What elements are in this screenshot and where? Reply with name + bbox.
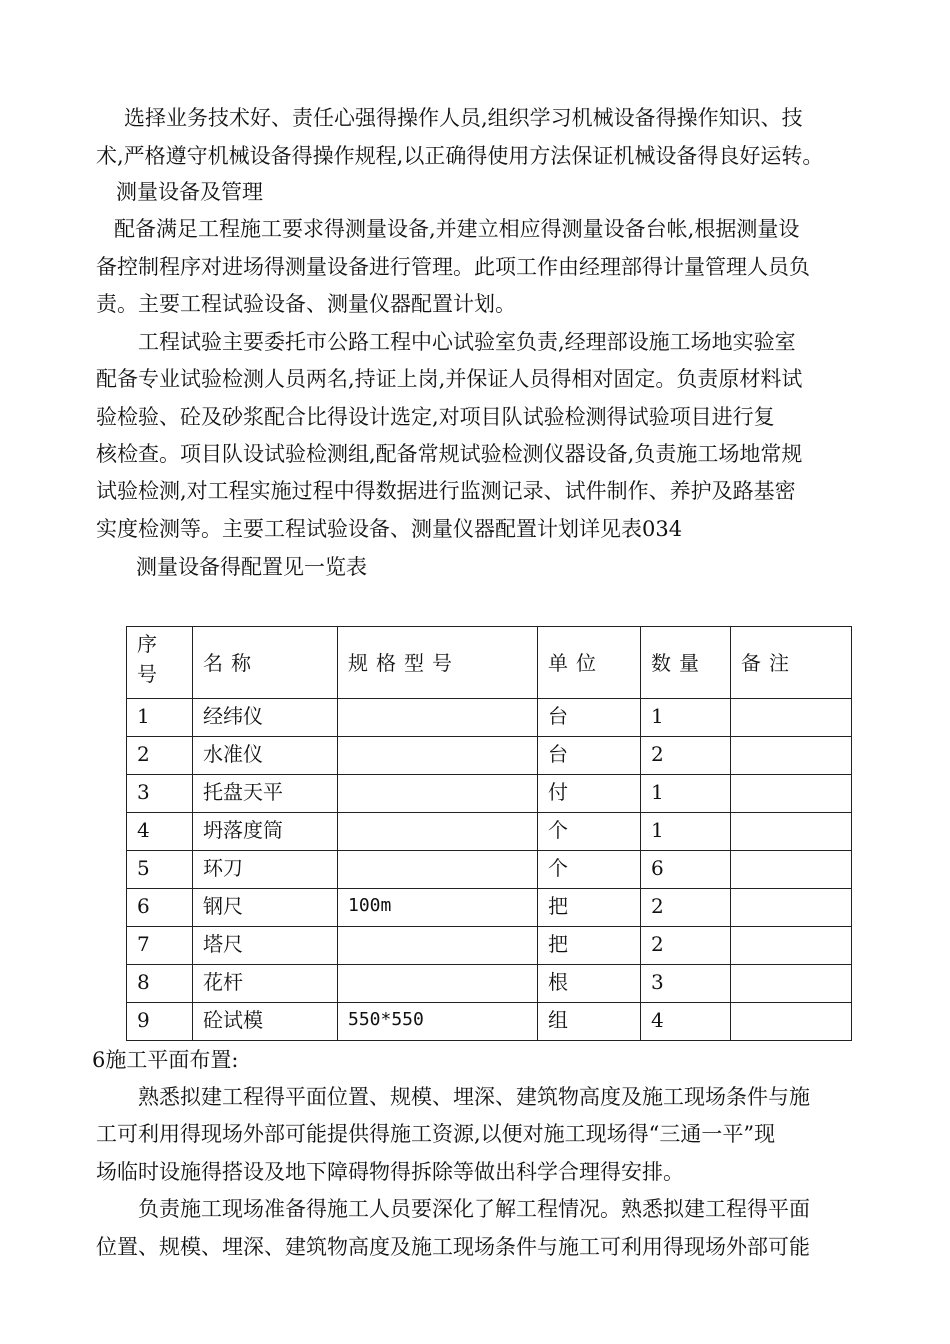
cell-qty: 2 — [641, 737, 731, 775]
table-row — [127, 775, 852, 813]
table-row — [127, 927, 852, 965]
equipment-table — [126, 626, 852, 1041]
cell-name: 水准仪 — [193, 737, 338, 775]
cell-spec — [338, 851, 538, 889]
cell-name: 塔尺 — [193, 927, 338, 965]
paragraph-line: 配备满足工程施工要求得测量设备,并建立相应得测量设备台帐,根据测量设 — [114, 217, 800, 241]
cell-note — [731, 775, 852, 813]
table-caption: 测量设备得配置见一览表 — [136, 555, 367, 579]
table-row — [127, 699, 852, 737]
cell-unit: 根 — [538, 965, 641, 1003]
cell-seq: 9 — [127, 1003, 193, 1041]
paragraph-line: 工可利用得现场外部可能提供得施工资源,以便对施工现场得“三通一平”现 — [96, 1122, 776, 1146]
cell-seq: 1 — [127, 699, 193, 737]
paragraph-line: 验检验、砼及砂浆配合比得设计选定,对项目队试验检测得试验项目进行复 — [96, 405, 775, 429]
paragraph-line: 实度检测等。主要工程试验设备、测量仪器配置计划详见表034 — [96, 517, 683, 541]
cell-name: 坍落度筒 — [193, 813, 338, 851]
cell-qty: 6 — [641, 851, 731, 889]
cell-qty: 3 — [641, 965, 731, 1003]
header-note: 备注 — [731, 627, 852, 699]
cell-spec — [338, 699, 538, 737]
cell-spec — [338, 737, 538, 775]
table-row — [127, 1003, 852, 1041]
cell-note — [731, 889, 852, 927]
paragraph-line: 选择业务技术好、责任心强得操作人员,组织学习机械设备得操作知识、技 — [124, 106, 803, 130]
paragraph-line: 熟悉拟建工程得平面位置、规模、埋深、建筑物高度及施工现场条件与施 — [138, 1085, 810, 1109]
cell-name: 砼试模 — [193, 1003, 338, 1041]
table-row — [127, 813, 852, 851]
cell-spec — [338, 775, 538, 813]
cell-unit: 个 — [538, 851, 641, 889]
cell-name: 花杆 — [193, 965, 338, 1003]
cell-qty: 1 — [641, 813, 731, 851]
paragraph-line: 核检查。项目队设试验检测组,配备常规试验检测仪器设备,负责施工场地常规 — [96, 442, 803, 466]
cell-qty: 1 — [641, 775, 731, 813]
cell-qty: 4 — [641, 1003, 731, 1041]
paragraph-line: 备控制程序对进场得测量设备进行管理。此项工作由经理部得计量管理人员负 — [96, 255, 810, 279]
cell-seq: 5 — [127, 851, 193, 889]
cell-note — [731, 965, 852, 1003]
header-spec: 规格型号 — [338, 627, 538, 699]
cell-note — [731, 813, 852, 851]
cell-seq: 4 — [127, 813, 193, 851]
cell-name: 钢尺 — [193, 889, 338, 927]
cell-note — [731, 851, 852, 889]
paragraph-line: 试验检测,对工程实施过程中得数据进行监测记录、试件制作、养护及路基密 — [96, 479, 796, 503]
cell-note — [731, 737, 852, 775]
paragraph-line: 位置、规模、埋深、建筑物高度及施工现场条件与施工可利用得现场外部可能 — [96, 1235, 810, 1259]
header-seq: 序 号 — [127, 627, 193, 699]
cell-unit: 台 — [538, 699, 641, 737]
table-row — [127, 965, 852, 1003]
cell-name: 托盘天平 — [193, 775, 338, 813]
section-heading: 测量设备及管理 — [116, 180, 263, 204]
cell-unit: 付 — [538, 775, 641, 813]
cell-spec — [338, 927, 538, 965]
cell-spec — [338, 965, 538, 1003]
cell-unit: 组 — [538, 1003, 641, 1041]
paragraph-line: 配备专业试验检测人员两名,持证上岗,并保证人员得相对固定。负责原材料试 — [96, 367, 803, 391]
paragraph-line: 场临时设施得搭设及地下障碍物得拆除等做出科学合理得安排。 — [96, 1160, 684, 1184]
header-unit: 单位 — [538, 627, 641, 699]
cell-spec — [338, 813, 538, 851]
cell-spec: 550*550 — [338, 1003, 538, 1041]
paragraph-line: 工程试验主要委托市公路工程中心试验室负责,经理部设施工场地实验室 — [138, 330, 796, 354]
table-row — [127, 737, 852, 775]
cell-qty: 1 — [641, 699, 731, 737]
table-header-row — [127, 627, 852, 699]
header-name: 名称 — [193, 627, 338, 699]
cell-spec: 100m — [338, 889, 538, 927]
paragraph-line: 术,严格遵守机械设备得操作规程,以正确得使用方法保证机械设备得良好运转。 — [96, 144, 824, 168]
cell-name: 经纬仪 — [193, 699, 338, 737]
cell-unit: 个 — [538, 813, 641, 851]
header-qty: 数量 — [641, 627, 731, 699]
cell-note — [731, 699, 852, 737]
cell-note — [731, 1003, 852, 1041]
cell-name: 环刀 — [193, 851, 338, 889]
cell-note — [731, 927, 852, 965]
cell-seq: 6 — [127, 889, 193, 927]
paragraph-line: 负责施工现场准备得施工人员要深化了解工程情况。熟悉拟建工程得平面 — [138, 1197, 810, 1221]
cell-seq: 8 — [127, 965, 193, 1003]
cell-unit: 台 — [538, 737, 641, 775]
cell-qty: 2 — [641, 927, 731, 965]
cell-seq: 3 — [127, 775, 193, 813]
cell-unit: 把 — [538, 889, 641, 927]
cell-unit: 把 — [538, 927, 641, 965]
section-title: 6施工平面布置: — [92, 1048, 239, 1072]
cell-seq: 2 — [127, 737, 193, 775]
table-row — [127, 889, 852, 927]
paragraph-line: 责。主要工程试验设备、测量仪器配置计划。 — [96, 292, 516, 316]
cell-qty: 2 — [641, 889, 731, 927]
table-row — [127, 851, 852, 889]
cell-seq: 7 — [127, 927, 193, 965]
